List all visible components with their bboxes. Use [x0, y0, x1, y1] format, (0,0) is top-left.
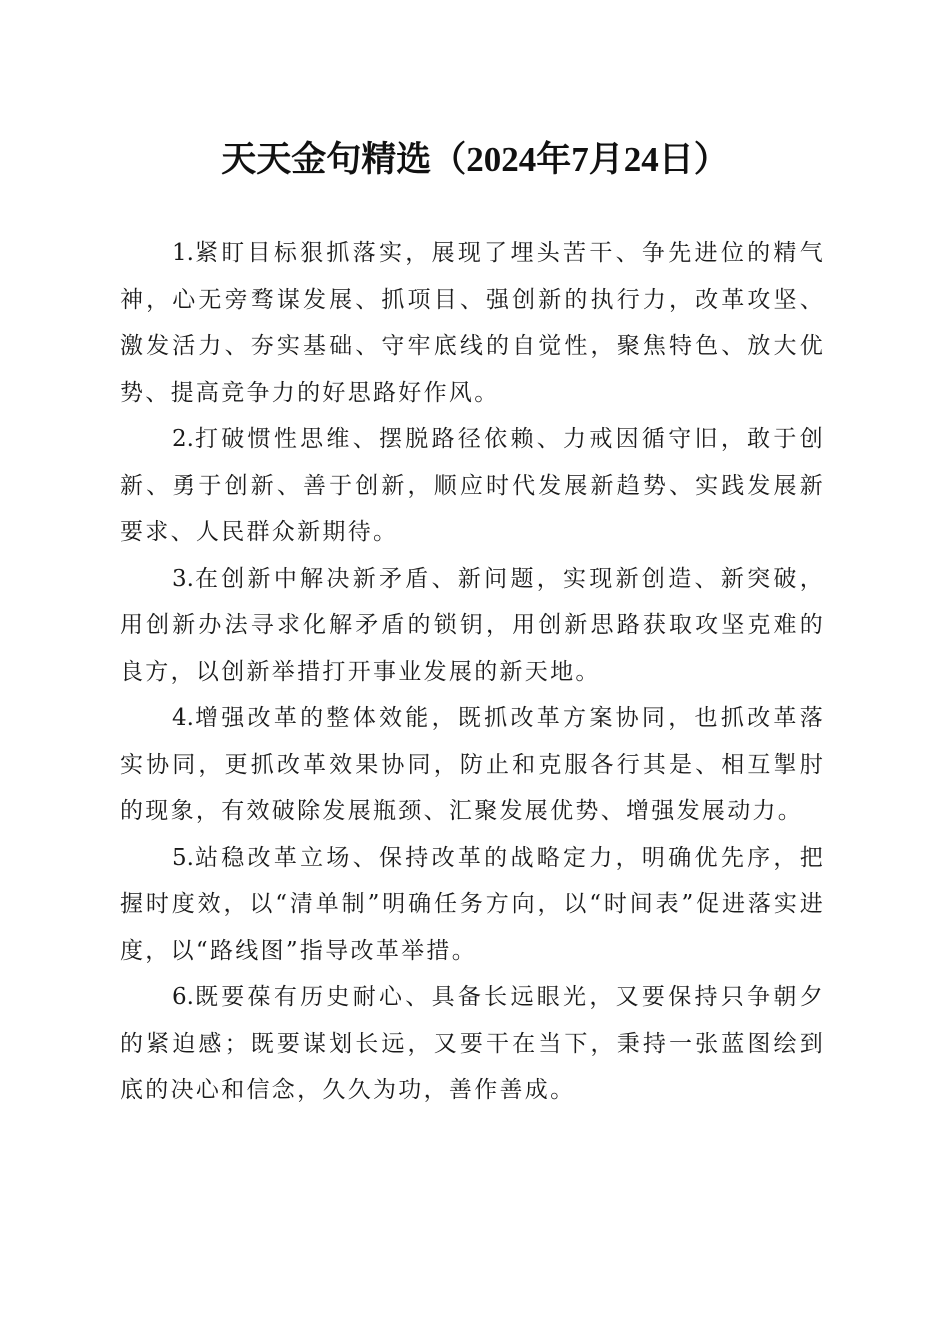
paragraph-number: 1. [172, 240, 194, 266]
document-body [120, 230, 825, 1114]
paragraph-2 [120, 416, 825, 556]
paragraph-6 [120, 974, 825, 1114]
paragraph-number: 4. [172, 705, 194, 731]
paragraph-text: 既要葆有历史耐心、具备长远眼光，又要保持只争朝夕的紧迫感；既要谋划长远，又要干在当下，秉持一张蓝图绘到底的决心和信念，久久为功，善作善成。 [120, 984, 825, 1103]
paragraph-1 [120, 230, 825, 416]
paragraph-text: 在创新中解决新矛盾、新问题，实现新创造、新突破，用创新办法寻求化解矛盾的锁钥，用创新思路获取攻坚克难的良方，以创新举措打开事业发展的新天地。 [120, 565, 825, 685]
paragraph-text: 站稳改革立场、保持改革的战略定力，明确优先序，把握时度效，以“清单制”明确任务方向，以“时间表”促进落实进度，以“路线图”指导改革举措。 [120, 844, 825, 964]
paragraph-number: 3. [172, 565, 194, 592]
paragraph-number: 6. [172, 984, 194, 1010]
paragraph-4 [120, 695, 825, 835]
paragraph-text: 打破惯性思维、摆脱路径依赖、力戒因循守旧，敢于创新、勇于创新、善于创新，顺应时代发展新趋势、实践发展新要求、人民群众新期待。 [120, 426, 825, 545]
paragraph-text: 紧盯目标狠抓落实，展现了埋头苦干、争先进位的精气神，心无旁骛谋发展、抓项目、强创新的执行力，改革攻坚、激发活力、夯实基础、守牢底线的自觉性，聚焦特色、放大优势、提高竞争力的好思路好作风。 [120, 240, 825, 406]
paragraph-3 [120, 556, 825, 696]
paragraph-text: 增强改革的整体效能，既抓改革方案协同，也抓改革落实协同，更抓改革效果协同，防止和克服各行其是、相互掣肘的现象，有效破除发展瓶颈、汇聚发展优势、增强发展动力。 [120, 705, 825, 824]
document-title: 天天金句精选（2024年7月24日） [221, 140, 729, 179]
paragraph-number: 5. [172, 844, 194, 871]
paragraph-number: 2. [172, 426, 194, 452]
paragraph-5 [120, 835, 825, 975]
